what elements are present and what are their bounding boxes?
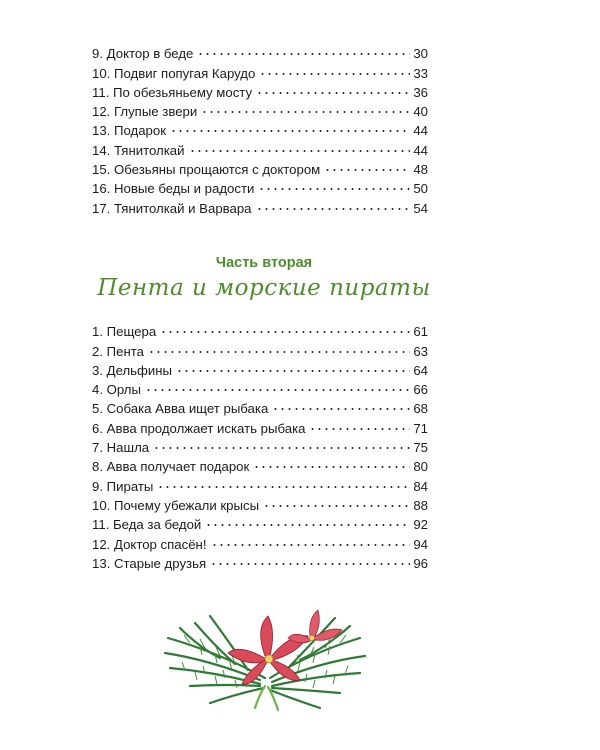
toc-entry[interactable] [92,100,428,119]
toc-entry-page: 80 [413,459,428,475]
toc-entry-title: 10. Почему убежали крысы [92,497,260,513]
dot-leader [272,405,410,413]
dot-leader [309,425,410,433]
dot-leader [201,108,410,116]
toc-entry-title: 14. Тянитолкай [92,142,185,158]
toc-entry-page: 54 [413,200,428,216]
toc-entry[interactable] [92,397,428,416]
toc-entry-page: 40 [413,104,428,120]
dot-leader [263,502,410,510]
toc-entry-page: 36 [413,84,428,100]
toc-entry-title: 17. Тянитолкай и Варвара [92,200,252,216]
dot-leader [170,127,410,135]
part-two-title: Пента и морские пираты [97,275,431,301]
toc-entry[interactable] [92,81,428,100]
toc-entry[interactable] [92,532,428,551]
toc-entry-page: 68 [413,401,428,417]
toc-entry[interactable] [92,436,428,455]
toc-entry-title: 12. Глупые звери [92,104,198,120]
toc-entry[interactable] [92,158,428,177]
toc-entry-title: 15. Обезьяны прощаются с доктором [92,162,321,178]
toc-entry-title: 13. Старые друзья [92,555,207,571]
toc-entry-page: 44 [413,123,428,139]
dot-leader [153,444,410,452]
toc-entry[interactable] [92,42,428,61]
dot-leader [160,328,410,336]
toc-entry-title: 7. Нашла [92,440,150,456]
dot-leader [189,147,411,155]
dot-leader [210,560,410,568]
toc-entry[interactable] [92,119,428,138]
dot-leader [157,483,410,491]
toc-entry[interactable] [92,416,428,435]
toc-entry-page: 30 [413,46,428,62]
toc-entry-title: 16. Новые беды и радости [92,181,255,197]
toc-entry-page: 63 [413,343,428,359]
dot-leader [253,463,410,471]
red-flower-icon [228,616,308,684]
toc-entry-title: 9. Доктор в беде [92,46,194,62]
dot-leader [256,89,410,97]
toc-entry[interactable] [92,320,428,339]
toc-entry-title: 10. Подвиг попугая Карудо [92,65,256,81]
toc-entry-page: 66 [413,382,428,398]
part-two-label: Часть вторая [215,255,313,271]
dot-leader [211,541,411,549]
toc-entry[interactable] [92,474,428,493]
dot-leader [324,166,410,174]
dot-leader [256,205,411,213]
dot-leader [258,185,410,193]
dot-leader [145,386,410,394]
toc-entry-title: 9. Пираты [92,478,154,494]
palm-flower-ornament [160,598,370,718]
toc-entry[interactable] [92,552,428,571]
toc-entry[interactable] [92,196,428,215]
toc-entry-title: 5. Собака Авва ищет рыбака [92,401,269,417]
toc-entry-title: 11. По обезьяньему мосту [92,84,253,100]
toc-entry-page: 71 [413,420,428,436]
toc-entry-title: 11. Беда за бедой [92,517,202,533]
dot-leader [148,348,410,356]
toc-entry-page: 84 [413,478,428,494]
toc-entry-page: 33 [413,65,428,81]
toc-entry[interactable] [92,494,428,513]
toc-entry[interactable] [92,359,428,378]
toc-entry-title: 3. Дельфины [92,362,173,378]
toc-entry-title: 8. Авва получает подарок [92,459,250,475]
toc-entry-page: 64 [413,362,428,378]
dot-leader [205,521,410,529]
toc-entry-page: 88 [413,497,428,513]
toc-entry[interactable] [92,177,428,196]
toc-entry-page: 48 [413,162,428,178]
toc-part-two-list [92,320,428,571]
dot-leader [197,50,410,58]
toc-entry-page: 75 [413,440,428,456]
toc-entry[interactable] [92,513,428,532]
toc-entry[interactable] [92,455,428,474]
toc-entry-page: 44 [413,142,428,158]
toc-entry[interactable] [92,378,428,397]
toc-entry[interactable] [92,138,428,157]
toc-entry-title: 4. Орлы [92,382,141,398]
toc-entry-title: 6. Авва продолжает искать рыбака [92,420,306,436]
toc-entry-page: 50 [413,181,428,197]
toc-entry-title: 12. Доктор спасён! [92,536,207,552]
toc-entry-page: 96 [413,555,428,571]
toc-entry[interactable] [92,61,428,80]
toc-entry-title: 13. Подарок [92,123,166,139]
toc-part-one-list [92,42,428,216]
toc-entry-page: 94 [413,536,428,552]
toc-entry-title: 1. Пещера [92,324,157,340]
toc-entry-page: 92 [413,517,428,533]
toc-entry[interactable] [92,339,428,358]
dot-leader [176,367,410,375]
dot-leader [259,70,410,78]
toc-entry-page: 61 [413,324,428,340]
toc-entry-title: 2. Пента [92,343,144,359]
